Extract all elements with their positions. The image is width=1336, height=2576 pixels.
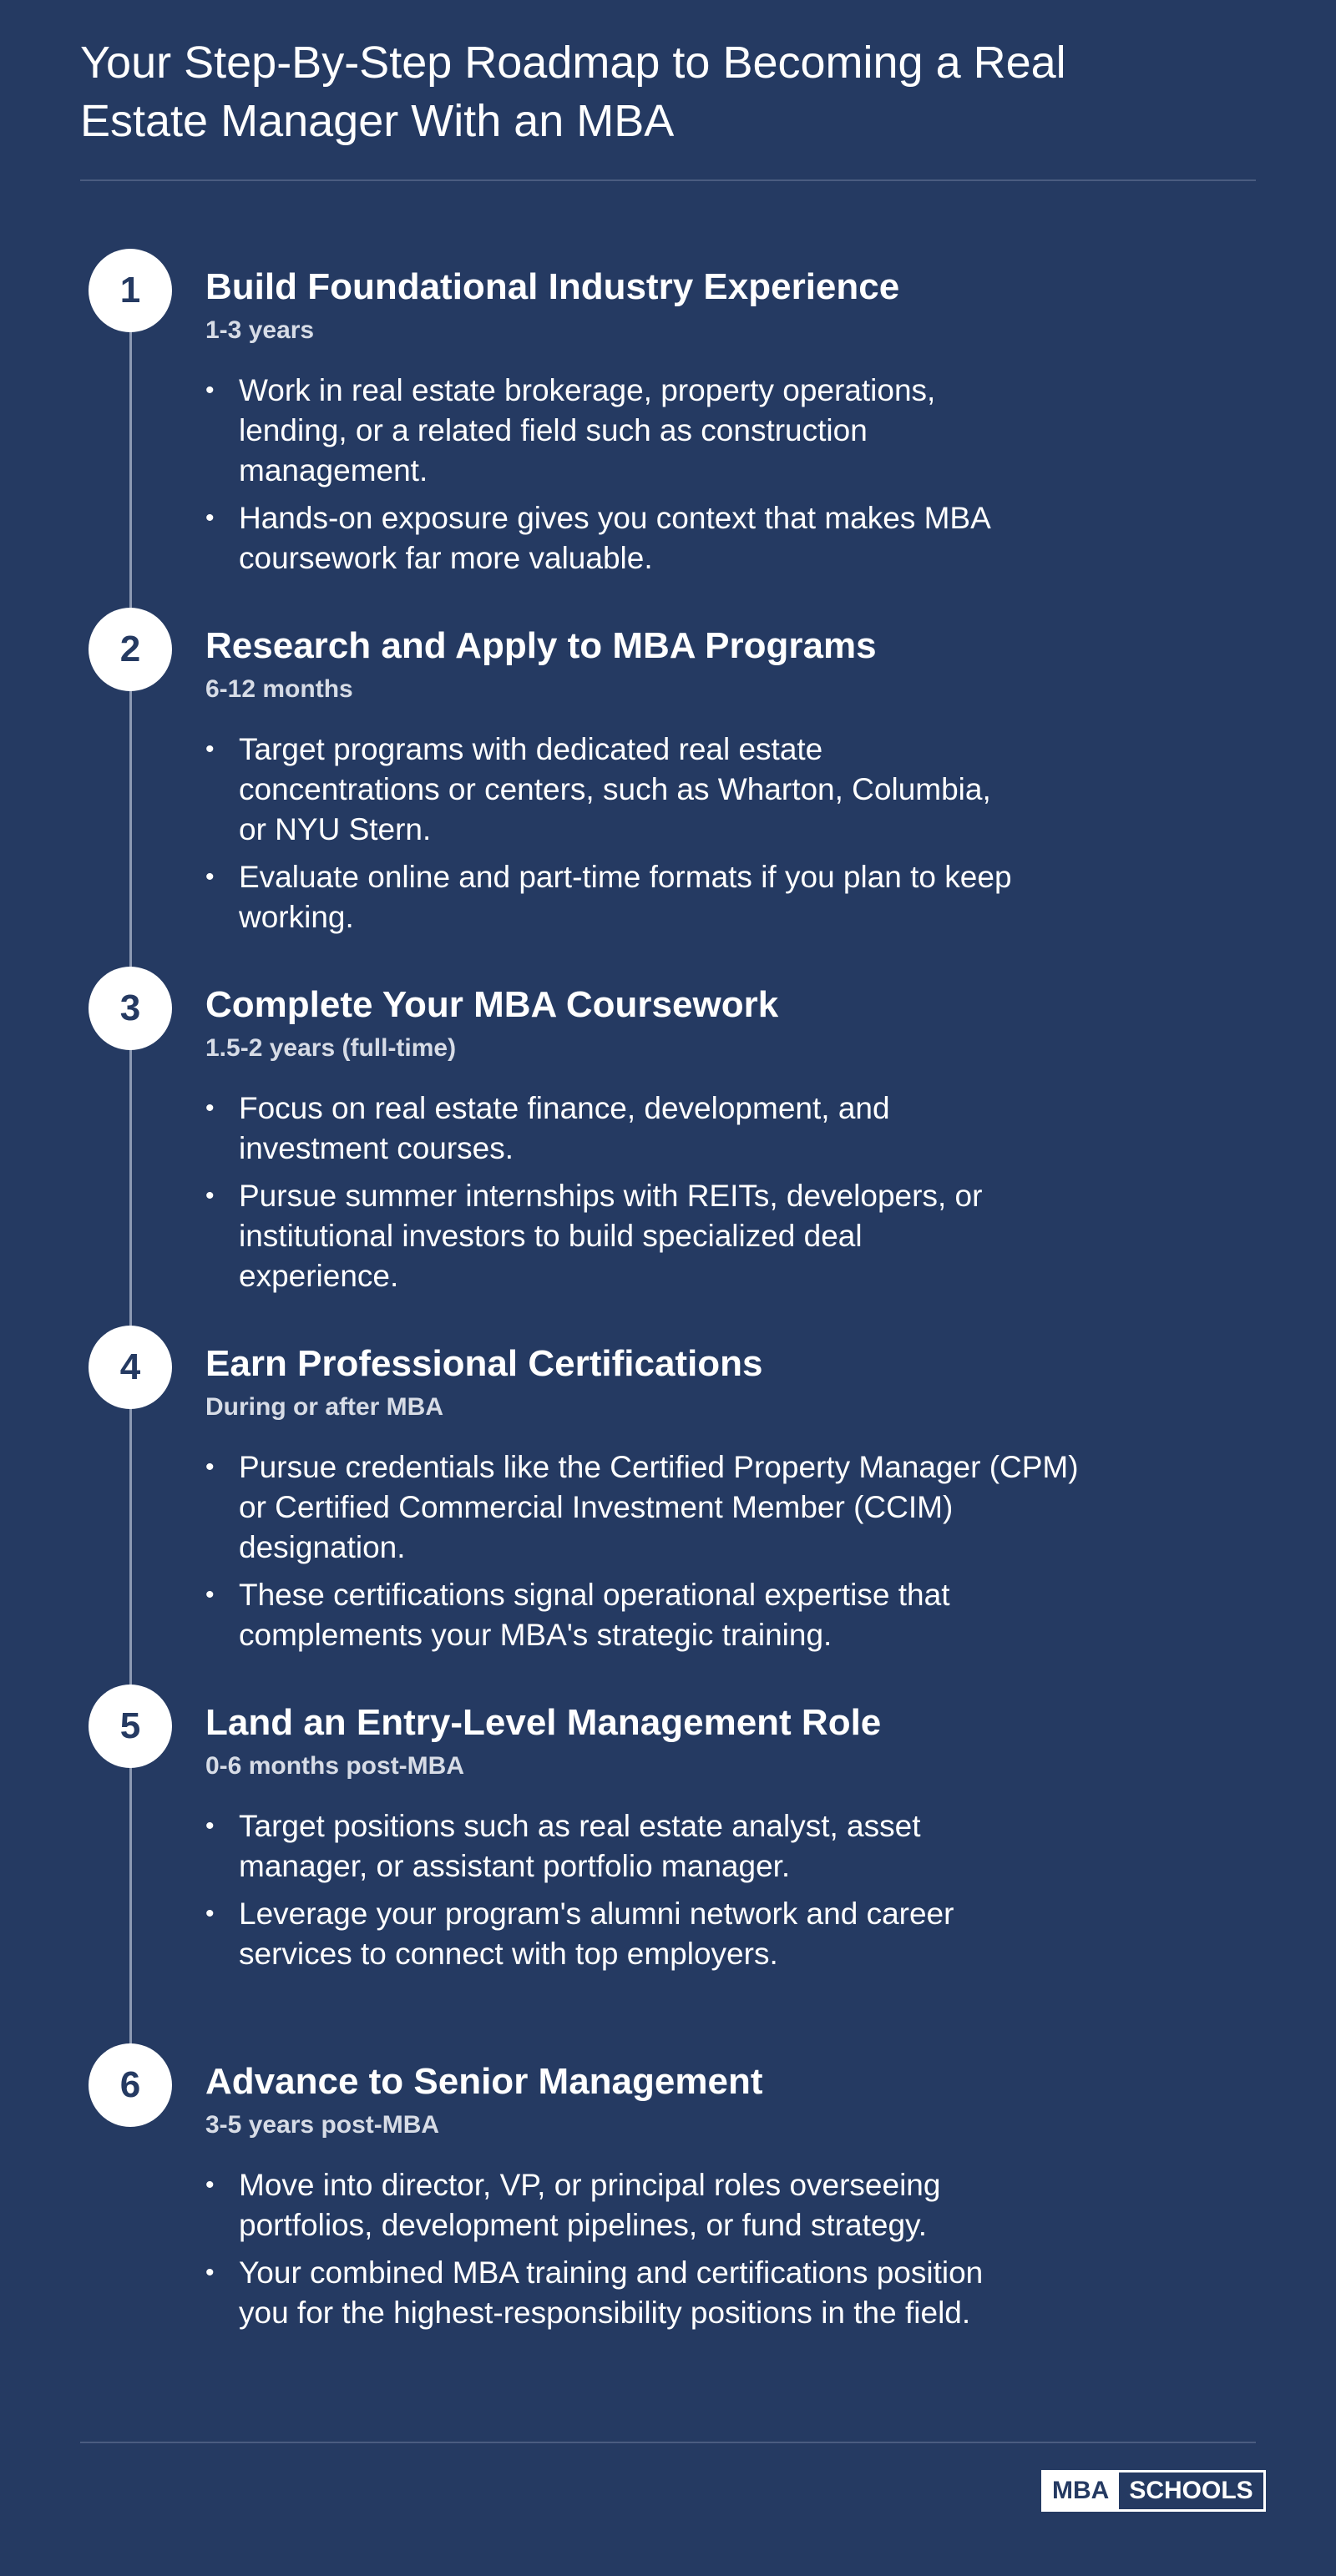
step-duration: 3-5 years post-MBA bbox=[205, 2111, 440, 2139]
step-bullet: • Evaluate online and part-time formats if you plan to keep working. bbox=[205, 857, 1024, 937]
step-bullet-list bbox=[205, 1088, 1007, 1296]
step-bullet-list bbox=[205, 2165, 1007, 2333]
step-title: Advance to Senior Management bbox=[205, 2061, 763, 2102]
step-bullet-list bbox=[205, 730, 1024, 937]
step-bullet: • Pursue credentials like the Certified Property Manager (CPM) or Certified Commercial Investment Member (CCIM) designation. bbox=[205, 1447, 1091, 1568]
step-bullet-list bbox=[205, 1447, 1091, 1655]
step-number-badge: 4 bbox=[89, 1326, 172, 1409]
step-bullet: • Target programs with dedicated real estate concentrations or centers, such as Wharton, Columbia, or NYU Stern. bbox=[205, 730, 1024, 850]
step-content bbox=[205, 980, 1124, 1304]
step-content bbox=[205, 262, 1124, 586]
step-number-badge: 1 bbox=[89, 249, 172, 332]
step-duration: 1-3 years bbox=[205, 316, 315, 344]
step-content bbox=[205, 621, 1124, 945]
step-title: Land an Entry-Level Management Role bbox=[205, 1702, 882, 1743]
mba-schools-logo bbox=[1041, 2470, 1266, 2512]
step-bullet: • Hands-on exposure gives you context that makes MBA coursework far more valuable. bbox=[205, 498, 1007, 578]
step-bullet: • Focus on real estate finance, development, and investment courses. bbox=[205, 1088, 1007, 1169]
step-bullet-list bbox=[205, 1806, 999, 1974]
step-content bbox=[205, 2057, 1124, 2341]
step-content bbox=[205, 1339, 1124, 1663]
step-number-badge: 2 bbox=[89, 608, 172, 691]
footer-divider bbox=[80, 2442, 1256, 2443]
step-bullet: • Move into director, VP, or principal roles overseeing portfolios, development pipelines, or fund strategy. bbox=[205, 2165, 1007, 2245]
step-duration: 0-6 months post-MBA bbox=[205, 1752, 464, 1780]
step-title: Complete Your MBA Coursework bbox=[205, 984, 779, 1025]
step-number-badge: 6 bbox=[89, 2043, 172, 2127]
step-content bbox=[205, 1698, 1124, 1982]
step-title: Research and Apply to MBA Programs bbox=[205, 625, 877, 666]
step-duration: During or after MBA bbox=[205, 1393, 443, 1421]
step-title: Build Foundational Industry Experience bbox=[205, 266, 900, 307]
step-bullet-list bbox=[205, 371, 1007, 578]
step-duration: 6-12 months bbox=[205, 675, 353, 703]
page-title: Your Step-By-Step Roadmap to Becoming a Real Estate Manager With an MBA bbox=[80, 38, 1066, 146]
step-number-badge: 3 bbox=[89, 967, 172, 1050]
logo-schools-text: SCHOOLS bbox=[1119, 2472, 1263, 2509]
step-bullet: • Pursue summer internships with REITs, developers, or institutional investors to build specialized deal experience. bbox=[205, 1176, 1007, 1296]
step-bullet: • Work in real estate brokerage, property operations, lending, or a related field such as construction management. bbox=[205, 371, 1007, 491]
header-divider bbox=[80, 179, 1256, 181]
step-bullet: • Your combined MBA training and certifications position you for the highest-responsibility positions in the field. bbox=[205, 2253, 1007, 2333]
step-bullet: • Leverage your program's alumni network and career services to connect with top employers. bbox=[205, 1894, 999, 1974]
step-bullet: • These certifications signal operational expertise that complements your MBA's strategic training. bbox=[205, 1575, 1091, 1655]
step-number-badge: 5 bbox=[89, 1685, 172, 1768]
logo-mba-text: MBA bbox=[1044, 2472, 1119, 2509]
timeline-line bbox=[129, 292, 132, 2087]
step-duration: 1.5-2 years (full-time) bbox=[205, 1034, 457, 1062]
step-bullet: • Target positions such as real estate analyst, asset manager, or assistant portfolio manager. bbox=[205, 1806, 999, 1887]
step-title: Earn Professional Certifications bbox=[205, 1343, 763, 1384]
